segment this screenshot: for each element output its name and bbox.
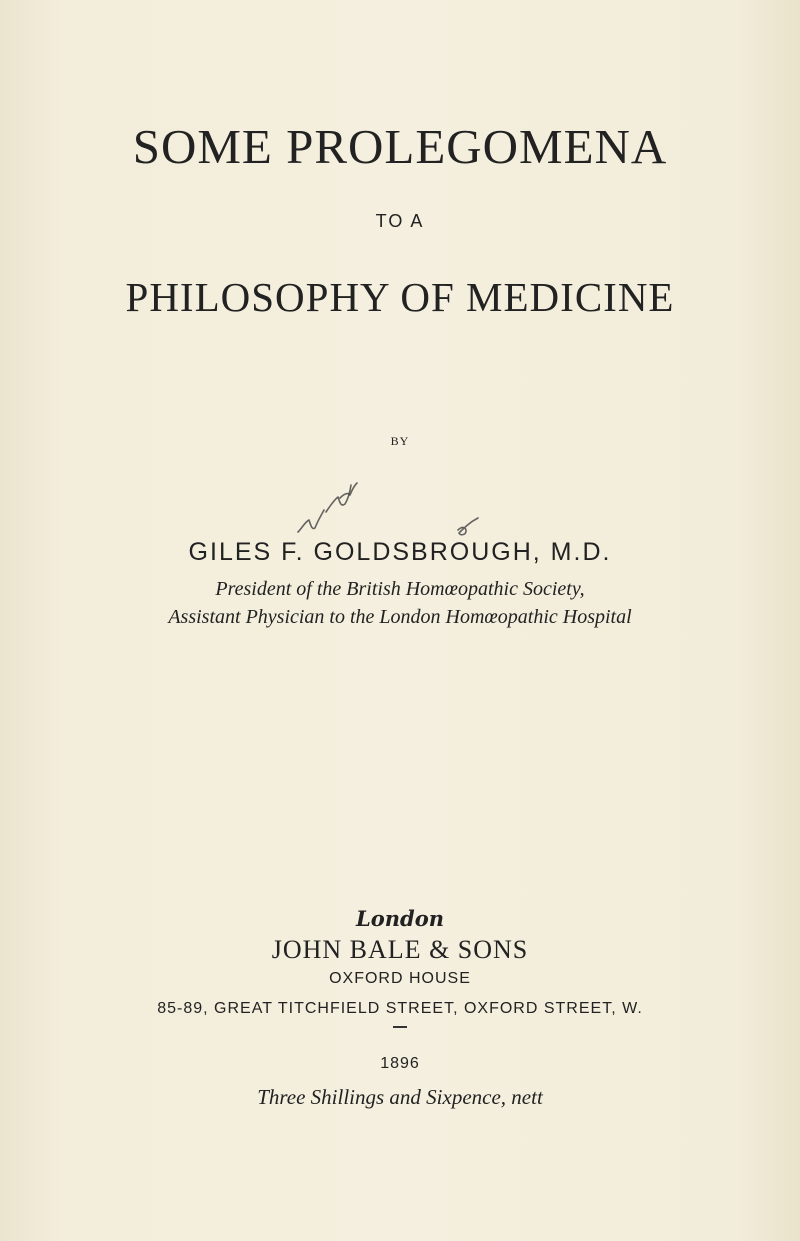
handwritten-mark-top xyxy=(340,483,357,498)
author-name: GILES F. GOLDSBROUGH, M.D. xyxy=(188,538,612,566)
publication-year: 1896 xyxy=(380,1055,420,1072)
separator-dash xyxy=(0,1026,800,1042)
price-line: Three Shillings and Sixpence, nett xyxy=(257,1085,543,1109)
publisher-house: OXFORD HOUSE xyxy=(329,970,471,987)
publisher-address: 85-89, GREAT TITCHFIELD STREET, OXFORD STREET, W. xyxy=(157,1000,643,1017)
author-affiliation-1: President of the British Homœopathic Society, xyxy=(215,578,585,600)
title-line-2: TO A xyxy=(375,211,425,231)
by-label: BY xyxy=(390,434,410,448)
title-line-3: PHILOSOPHY OF MEDICINE xyxy=(125,274,675,320)
author-affiliation-2: Assistant Physician to the London Homœopathic Hospital xyxy=(168,606,632,628)
title-line-1: SOME PROLEGOMENA xyxy=(132,119,668,174)
publication-city: London xyxy=(356,906,444,931)
handwritten-mark-right xyxy=(458,518,478,535)
handwritten-mark-left xyxy=(298,485,351,532)
publisher-name: JOHN BALE & SONS xyxy=(271,935,529,964)
